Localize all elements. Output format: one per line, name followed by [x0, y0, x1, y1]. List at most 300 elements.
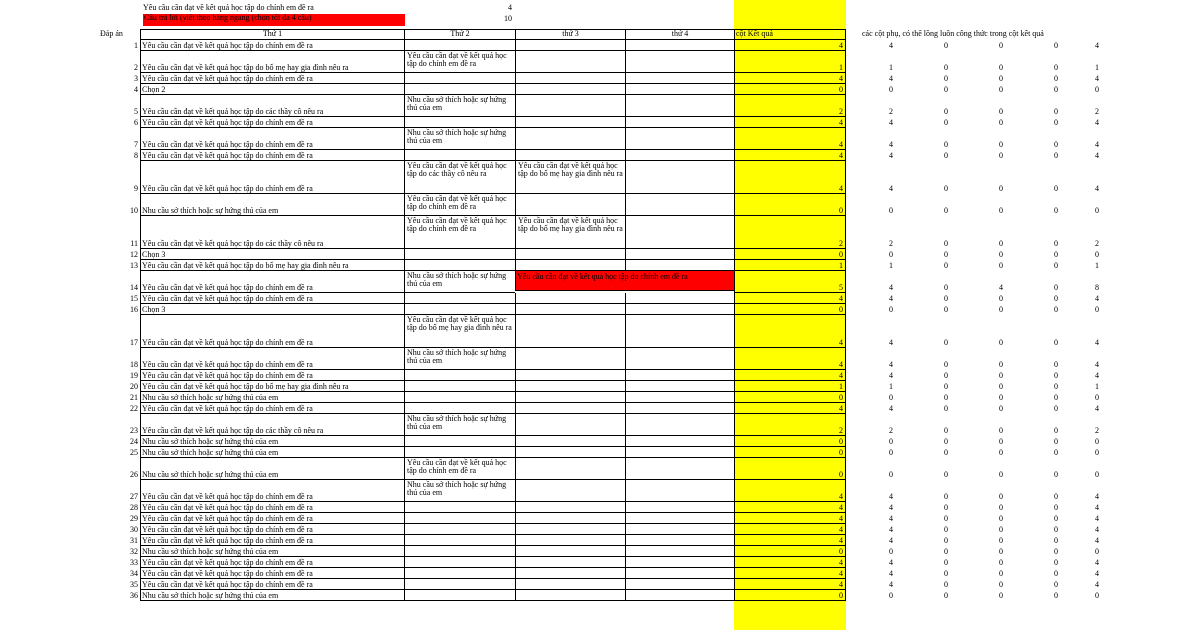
result-value[interactable]: 4 [734, 480, 846, 502]
aux-value[interactable]: 0 [944, 184, 948, 193]
row-number[interactable]: 35 [130, 580, 138, 589]
aux-value[interactable]: 0 [1095, 250, 1099, 259]
result-value[interactable]: 2 [734, 414, 846, 436]
aux-value[interactable]: 0 [889, 547, 893, 556]
answer-thu-4[interactable] [625, 315, 734, 348]
aux-value[interactable]: 4 [889, 525, 893, 534]
answer-thu-1[interactable]: Yêu cầu cần đạt về kết quả học tập do chính em đề ra [140, 150, 404, 161]
aux-value[interactable]: 0 [1054, 283, 1058, 292]
answer-thu-1[interactable]: Yêu cầu cần đạt về kết quả học tập do chính em đề ra [140, 40, 404, 51]
answer-thu-3-duplicate-warning[interactable]: Yêu cầu cần đạt về kết quả học tập do chính em đề ra [515, 271, 734, 291]
answer-thu-1[interactable]: Nhu cầu sở thích hoặc sự hứng thú của em [140, 447, 404, 458]
result-value[interactable]: 5 [734, 271, 846, 293]
aux-value[interactable]: 0 [1095, 437, 1099, 446]
answer-thu-4[interactable] [625, 535, 734, 546]
row-number[interactable]: 22 [130, 404, 138, 413]
aux-value[interactable]: 4 [1095, 74, 1099, 83]
aux-value[interactable]: 4 [1095, 404, 1099, 413]
row-number[interactable]: 33 [130, 558, 138, 567]
answer-thu-4[interactable] [625, 84, 734, 95]
aux-value[interactable]: 2 [889, 426, 893, 435]
answer-thu-1[interactable]: Yêu cầu cần đạt về kết quả học tập do chính em đề ra [140, 403, 404, 414]
result-value[interactable]: 0 [734, 392, 846, 403]
aux-value[interactable]: 4 [1095, 514, 1099, 523]
answer-thu-1[interactable]: Nhu cầu sở thích hoặc sự hứng thú của em [140, 194, 404, 216]
aux-value[interactable]: 2 [889, 107, 893, 116]
aux-value[interactable]: 0 [999, 63, 1003, 72]
answer-thu-4[interactable] [625, 194, 734, 216]
row-number[interactable]: 7 [134, 140, 138, 149]
aux-value[interactable]: 0 [889, 305, 893, 314]
answer-thu-1[interactable]: Yêu cầu cần đạt về kết quả học tập do chính em đề ra [140, 348, 404, 370]
result-value[interactable]: 0 [734, 447, 846, 458]
aux-value[interactable]: 0 [1054, 536, 1058, 545]
aux-value[interactable]: 0 [1095, 448, 1099, 457]
answer-thu-1[interactable]: Yêu cầu cần đạt về kết quả học tập do chính em đề ra [140, 293, 404, 304]
answer-thu-3[interactable] [515, 458, 625, 480]
aux-value[interactable]: 0 [944, 514, 948, 523]
row-number[interactable]: 13 [130, 261, 138, 270]
aux-value[interactable]: 0 [1054, 382, 1058, 391]
answer-thu-2[interactable]: Yêu cầu cần đạt về kết quả học tập do chính em đề ra [404, 51, 515, 73]
answer-thu-3[interactable] [515, 95, 625, 117]
answer-thu-3[interactable] [515, 84, 625, 95]
aux-value[interactable]: 0 [944, 63, 948, 72]
aux-value[interactable]: 4 [889, 569, 893, 578]
aux-value[interactable]: 0 [999, 514, 1003, 523]
answer-thu-4[interactable] [625, 403, 734, 414]
answer-thu-1[interactable]: Nhu cầu sở thích hoặc sự hứng thú của em [140, 392, 404, 403]
result-value[interactable]: 4 [734, 150, 846, 161]
aux-value[interactable]: 0 [999, 393, 1003, 402]
aux-value[interactable]: 0 [1054, 360, 1058, 369]
row-number[interactable]: 19 [130, 371, 138, 380]
aux-value[interactable]: 0 [999, 74, 1003, 83]
answer-thu-1[interactable]: Yêu cầu cần đạt về kết quả học tập do chính em đề ra [140, 315, 404, 348]
aux-value[interactable]: 0 [999, 404, 1003, 413]
aux-value[interactable]: 0 [944, 382, 948, 391]
aux-value[interactable]: 1 [889, 382, 893, 391]
row-number[interactable]: 11 [130, 239, 138, 248]
aux-value[interactable]: 0 [1054, 470, 1058, 479]
row-number[interactable]: 20 [130, 382, 138, 391]
aux-value[interactable]: 0 [999, 338, 1003, 347]
answer-thu-4[interactable] [625, 546, 734, 557]
aux-value[interactable]: 0 [999, 305, 1003, 314]
answer-thu-2[interactable] [404, 403, 515, 414]
answer-thu-4[interactable] [625, 436, 734, 447]
aux-value[interactable]: 2 [1095, 107, 1099, 116]
aux-value[interactable]: 0 [944, 448, 948, 457]
aux-value[interactable]: 0 [944, 283, 948, 292]
answer-thu-4[interactable] [625, 557, 734, 568]
answer-thu-3[interactable] [515, 128, 625, 150]
aux-value[interactable]: 0 [999, 536, 1003, 545]
answer-thu-3[interactable]: Yêu cầu cần đạt về kết quả học tập do bố mẹ hay gia đình nêu ra [515, 216, 625, 249]
answer-thu-4[interactable] [625, 414, 734, 436]
answer-thu-2[interactable] [404, 546, 515, 557]
answer-thu-2[interactable] [404, 293, 515, 304]
answer-thu-3[interactable] [515, 304, 625, 315]
row-number[interactable]: 26 [130, 470, 138, 479]
aux-value[interactable]: 1 [1095, 63, 1099, 72]
aux-value[interactable]: 0 [1054, 404, 1058, 413]
top-row-2-label[interactable]: Câu trả lời (viết theo hàng ngang (chọn tối đa 4 câu) [143, 14, 405, 26]
answer-thu-2[interactable] [404, 117, 515, 128]
aux-value[interactable]: 1 [889, 261, 893, 270]
answer-thu-4[interactable] [625, 249, 734, 260]
aux-value[interactable]: 0 [1054, 426, 1058, 435]
aux-value[interactable]: 0 [889, 393, 893, 402]
result-value[interactable]: 1 [734, 381, 846, 392]
answer-thu-1[interactable]: Yêu cầu cần đạt về kết quả học tập do chính em đề ra [140, 370, 404, 381]
aux-value[interactable]: 0 [1054, 63, 1058, 72]
aux-value[interactable]: 4 [1095, 580, 1099, 589]
answer-thu-1[interactable]: Nhu cầu sở thích hoặc sự hứng thú của em [140, 458, 404, 480]
aux-value[interactable]: 0 [999, 118, 1003, 127]
answer-thu-3[interactable] [515, 381, 625, 392]
answer-thu-2[interactable] [404, 436, 515, 447]
result-value[interactable]: 4 [734, 568, 846, 579]
result-value[interactable]: 4 [734, 117, 846, 128]
row-number[interactable]: 3 [134, 74, 138, 83]
answer-thu-1[interactable]: Yêu cầu cần đạt về kết quả học tập do chính em đề ra [140, 557, 404, 568]
answer-thu-2[interactable]: Yêu cầu cần đạt về kết quả học tập do bố mẹ hay gia đình nêu ra [404, 315, 515, 348]
result-value[interactable]: 4 [734, 161, 846, 194]
aux-value[interactable]: 4 [889, 404, 893, 413]
result-value[interactable]: 4 [734, 579, 846, 590]
row-number[interactable]: 23 [130, 426, 138, 435]
answer-thu-2[interactable] [404, 150, 515, 161]
answer-thu-2[interactable] [404, 260, 515, 271]
aux-value[interactable]: 0 [999, 140, 1003, 149]
aux-value[interactable]: 0 [999, 41, 1003, 50]
header-result-column[interactable]: cột Kết quả [734, 29, 846, 40]
aux-value[interactable]: 0 [999, 107, 1003, 116]
answer-thu-3[interactable] [515, 524, 625, 535]
aux-value[interactable]: 0 [944, 41, 948, 50]
result-value[interactable]: 4 [734, 293, 846, 304]
row-number[interactable]: 21 [130, 393, 138, 402]
aux-value[interactable]: 0 [889, 470, 893, 479]
aux-value[interactable]: 4 [1095, 360, 1099, 369]
aux-value[interactable]: 0 [944, 371, 948, 380]
row-number[interactable]: 15 [130, 294, 138, 303]
aux-value[interactable]: 0 [1054, 591, 1058, 600]
row-number[interactable]: 12 [130, 250, 138, 259]
aux-value[interactable]: 0 [1054, 305, 1058, 314]
aux-value[interactable]: 4 [1095, 525, 1099, 534]
aux-value[interactable]: 4 [889, 140, 893, 149]
aux-value[interactable]: 0 [944, 239, 948, 248]
result-value[interactable]: 4 [734, 128, 846, 150]
answer-thu-4[interactable] [625, 513, 734, 524]
row-number[interactable]: 16 [130, 305, 138, 314]
result-value[interactable]: 4 [734, 502, 846, 513]
answer-thu-2[interactable]: Yêu cầu cần đạt về kết quả học tập do các thầy cô nêu ra [404, 161, 515, 194]
aux-value[interactable]: 0 [999, 382, 1003, 391]
answer-thu-3[interactable] [515, 513, 625, 524]
answer-thu-2[interactable] [404, 447, 515, 458]
answer-thu-2[interactable] [404, 535, 515, 546]
result-value[interactable]: 4 [734, 403, 846, 414]
result-value[interactable]: 0 [734, 304, 846, 315]
aux-value[interactable]: 0 [1054, 437, 1058, 446]
aux-value[interactable]: 0 [1054, 525, 1058, 534]
answer-thu-4[interactable] [625, 568, 734, 579]
aux-value[interactable]: 0 [944, 393, 948, 402]
answer-thu-3[interactable] [515, 414, 625, 436]
top-row-1-value[interactable]: 4 [508, 4, 512, 12]
aux-value[interactable]: 2 [889, 239, 893, 248]
aux-value[interactable]: 0 [944, 294, 948, 303]
row-number[interactable]: 25 [130, 448, 138, 457]
top-row-2-value[interactable]: 10 [504, 15, 512, 23]
aux-value[interactable]: 0 [944, 525, 948, 534]
aux-value[interactable]: 0 [944, 404, 948, 413]
aux-value[interactable]: 0 [1095, 393, 1099, 402]
result-value[interactable]: 0 [734, 546, 846, 557]
answer-thu-2[interactable] [404, 249, 515, 260]
answer-thu-4[interactable] [625, 216, 734, 249]
aux-value[interactable]: 0 [944, 74, 948, 83]
answer-thu-1[interactable]: Yêu cầu cần đạt về kết quả học tập do chính em đề ra [140, 128, 404, 150]
answer-thu-4[interactable] [625, 524, 734, 535]
answer-thu-1[interactable]: Yêu cầu cần đạt về kết quả học tập do các thầy cô nêu ra [140, 216, 404, 249]
answer-thu-1[interactable]: Yêu cầu cần đạt về kết quả học tập do các thầy cô nêu ra [140, 414, 404, 436]
aux-value[interactable]: 4 [1095, 118, 1099, 127]
result-value[interactable]: 4 [734, 513, 846, 524]
aux-value[interactable]: 0 [1054, 250, 1058, 259]
aux-value[interactable]: 0 [1054, 393, 1058, 402]
top-row-1-label[interactable]: Yêu cầu cần đạt về kết quả học tập do chính em đề ra [143, 4, 314, 12]
answer-thu-3[interactable] [515, 392, 625, 403]
header-thu-2[interactable]: Thứ 2 [404, 29, 515, 40]
aux-value[interactable]: 4 [1095, 151, 1099, 160]
row-number[interactable]: 36 [130, 591, 138, 600]
answer-thu-4[interactable] [625, 381, 734, 392]
aux-value[interactable]: 0 [944, 140, 948, 149]
aux-value[interactable]: 0 [944, 547, 948, 556]
answer-thu-3[interactable] [515, 249, 625, 260]
answer-thu-2[interactable]: Yêu cầu cần đạt về kết quả học tập do chính em đề ra [404, 194, 515, 216]
answer-thu-1[interactable]: Yêu cầu cần đạt về kết quả học tập do chính em đề ra [140, 579, 404, 590]
row-number[interactable]: 31 [130, 536, 138, 545]
answer-thu-1[interactable]: Yêu cầu cần đạt về kết quả học tập do chính em đề ra [140, 73, 404, 84]
aux-value[interactable]: 4 [889, 371, 893, 380]
aux-value[interactable]: 0 [1054, 547, 1058, 556]
answer-thu-1[interactable]: Yêu cầu cần đạt về kết quả học tập do chính em đề ra [140, 161, 404, 194]
aux-value[interactable]: 0 [1054, 107, 1058, 116]
answer-thu-4[interactable] [625, 73, 734, 84]
answer-thu-3[interactable] [515, 194, 625, 216]
aux-value[interactable]: 0 [889, 206, 893, 215]
answer-thu-3[interactable] [515, 293, 625, 304]
aux-value[interactable]: 0 [999, 206, 1003, 215]
answer-thu-2[interactable] [404, 502, 515, 513]
aux-value[interactable]: 0 [944, 492, 948, 501]
result-value[interactable]: 4 [734, 370, 846, 381]
aux-value[interactable]: 0 [1054, 74, 1058, 83]
answer-thu-4[interactable] [625, 40, 734, 51]
aux-value[interactable]: 0 [1054, 140, 1058, 149]
aux-value[interactable]: 0 [1095, 470, 1099, 479]
answer-thu-2[interactable] [404, 381, 515, 392]
aux-value[interactable]: 4 [1095, 294, 1099, 303]
answer-thu-3[interactable]: Yêu cầu cần đạt về kết quả học tập do bố mẹ hay gia đình nêu ra [515, 161, 625, 194]
aux-value[interactable]: 4 [889, 558, 893, 567]
result-value[interactable]: 4 [734, 73, 846, 84]
aux-value[interactable]: 4 [889, 74, 893, 83]
answer-thu-3[interactable] [515, 51, 625, 73]
header-aux-columns[interactable]: các cột phụ, có thể lồng luôn công thức trong cột kết quả [862, 30, 1044, 38]
aux-value[interactable]: 4 [1095, 184, 1099, 193]
aux-value[interactable]: 4 [1095, 140, 1099, 149]
answer-thu-1[interactable]: Chọn 3 [140, 249, 404, 260]
answer-thu-3[interactable] [515, 150, 625, 161]
aux-value[interactable]: 4 [999, 283, 1003, 292]
header-thu-1[interactable]: Thứ 1 [140, 29, 404, 40]
answer-thu-4[interactable] [625, 260, 734, 271]
answer-thu-3[interactable] [515, 590, 625, 601]
aux-value[interactable]: 0 [999, 558, 1003, 567]
result-value[interactable]: 0 [734, 194, 846, 216]
aux-value[interactable]: 4 [1095, 371, 1099, 380]
answer-thu-4[interactable] [625, 293, 734, 304]
answer-thu-1[interactable]: Yêu cầu cần đạt về kết quả học tập do bố mẹ hay gia đình nêu ra [140, 51, 404, 73]
aux-value[interactable]: 0 [999, 580, 1003, 589]
aux-value[interactable]: 0 [1054, 151, 1058, 160]
aux-value[interactable]: 4 [889, 360, 893, 369]
aux-value[interactable]: 0 [944, 338, 948, 347]
aux-value[interactable]: 4 [1095, 338, 1099, 347]
aux-value[interactable]: 0 [1054, 503, 1058, 512]
aux-value[interactable]: 4 [1095, 536, 1099, 545]
aux-value[interactable]: 0 [889, 448, 893, 457]
aux-value[interactable]: 0 [999, 184, 1003, 193]
row-number[interactable]: 10 [130, 206, 138, 215]
aux-value[interactable]: 4 [889, 536, 893, 545]
aux-value[interactable]: 4 [1095, 503, 1099, 512]
answer-thu-3[interactable] [515, 546, 625, 557]
aux-value[interactable]: 0 [1054, 118, 1058, 127]
answer-thu-4[interactable] [625, 150, 734, 161]
aux-value[interactable]: 4 [889, 294, 893, 303]
aux-value[interactable]: 2 [1095, 239, 1099, 248]
aux-value[interactable]: 0 [944, 503, 948, 512]
aux-value[interactable]: 4 [889, 514, 893, 523]
aux-value[interactable]: 0 [1095, 85, 1099, 94]
answer-thu-2[interactable]: Nhu cầu sở thích hoặc sự hứng thú của em [404, 271, 515, 293]
result-value[interactable]: 0 [734, 458, 846, 480]
answer-thu-2[interactable] [404, 557, 515, 568]
answer-thu-4[interactable] [625, 590, 734, 601]
result-value[interactable]: 4 [734, 40, 846, 51]
aux-value[interactable]: 1 [889, 63, 893, 72]
answer-thu-1[interactable]: Chọn 3 [140, 304, 404, 315]
aux-value[interactable]: 0 [889, 85, 893, 94]
answer-thu-3[interactable] [515, 579, 625, 590]
answer-thu-2[interactable] [404, 568, 515, 579]
answer-thu-3[interactable] [515, 557, 625, 568]
aux-value[interactable]: 0 [1095, 305, 1099, 314]
result-value[interactable]: 4 [734, 524, 846, 535]
row-number[interactable]: 28 [130, 503, 138, 512]
answer-thu-1[interactable]: Nhu cầu sở thích hoặc sự hứng thú của em [140, 436, 404, 447]
row-number[interactable]: 24 [130, 437, 138, 446]
answer-thu-4[interactable] [625, 502, 734, 513]
aux-value[interactable]: 4 [1095, 569, 1099, 578]
answer-thu-2[interactable] [404, 579, 515, 590]
header-thu-3[interactable]: thứ 3 [515, 29, 625, 40]
answer-thu-1[interactable]: Yêu cầu cần đạt về kết quả học tập do chính em đề ra [140, 271, 404, 293]
answer-thu-2[interactable] [404, 370, 515, 381]
result-value[interactable]: 1 [734, 51, 846, 73]
answer-thu-3[interactable] [515, 348, 625, 370]
result-value[interactable]: 4 [734, 535, 846, 546]
answer-thu-2[interactable] [404, 590, 515, 601]
aux-value[interactable]: 0 [944, 261, 948, 270]
aux-value[interactable]: 0 [999, 371, 1003, 380]
answer-thu-4[interactable] [625, 480, 734, 502]
result-value[interactable]: 4 [734, 557, 846, 568]
aux-value[interactable]: 1 [1095, 382, 1099, 391]
aux-value[interactable]: 0 [1095, 547, 1099, 556]
aux-value[interactable]: 0 [999, 294, 1003, 303]
answer-thu-1[interactable]: Yêu cầu cần đạt về kết quả học tập do chính em đề ra [140, 480, 404, 502]
aux-value[interactable]: 0 [944, 85, 948, 94]
aux-value[interactable]: 4 [889, 184, 893, 193]
answer-thu-2[interactable]: Nhu cầu sở thích hoặc sự hứng thú của em [404, 348, 515, 370]
aux-value[interactable]: 2 [1095, 426, 1099, 435]
answer-thu-3[interactable] [515, 403, 625, 414]
answer-thu-3[interactable] [515, 480, 625, 502]
aux-value[interactable]: 0 [999, 525, 1003, 534]
aux-value[interactable]: 0 [999, 448, 1003, 457]
aux-value[interactable]: 0 [999, 426, 1003, 435]
aux-value[interactable]: 4 [889, 118, 893, 127]
answer-thu-3[interactable] [515, 502, 625, 513]
aux-value[interactable]: 0 [1054, 569, 1058, 578]
aux-value[interactable]: 0 [1054, 294, 1058, 303]
aux-value[interactable]: 0 [1054, 85, 1058, 94]
aux-value[interactable]: 1 [1095, 261, 1099, 270]
result-value[interactable]: 0 [734, 249, 846, 260]
aux-value[interactable]: 0 [1054, 371, 1058, 380]
answer-thu-3[interactable] [515, 370, 625, 381]
aux-value[interactable]: 0 [944, 151, 948, 160]
answer-thu-2[interactable] [404, 392, 515, 403]
answer-thu-3[interactable] [515, 73, 625, 84]
answer-thu-2[interactable]: Nhu cầu sở thích hoặc sự hứng thú của em [404, 480, 515, 502]
aux-value[interactable]: 0 [944, 360, 948, 369]
aux-value[interactable]: 4 [1095, 41, 1099, 50]
row-number[interactable]: 9 [134, 184, 138, 193]
aux-value[interactable]: 0 [889, 437, 893, 446]
aux-value[interactable]: 4 [1095, 492, 1099, 501]
row-number[interactable]: 32 [130, 547, 138, 556]
aux-value[interactable]: 0 [1054, 514, 1058, 523]
aux-value[interactable]: 4 [889, 151, 893, 160]
result-value[interactable]: 2 [734, 216, 846, 249]
aux-value[interactable]: 0 [1054, 41, 1058, 50]
answer-thu-1[interactable]: Yêu cầu cần đạt về kết quả học tập do các thầy cô nêu ra [140, 95, 404, 117]
answer-thu-4[interactable] [625, 370, 734, 381]
answer-thu-2[interactable]: Yêu cầu cần đạt về kết quả học tập do chính em đề ra [404, 458, 515, 480]
answer-thu-1[interactable]: Yêu cầu cần đạt về kết quả học tập do bố mẹ hay gia đình nêu ra [140, 260, 404, 271]
aux-value[interactable]: 0 [944, 558, 948, 567]
aux-value[interactable]: 0 [1054, 580, 1058, 589]
